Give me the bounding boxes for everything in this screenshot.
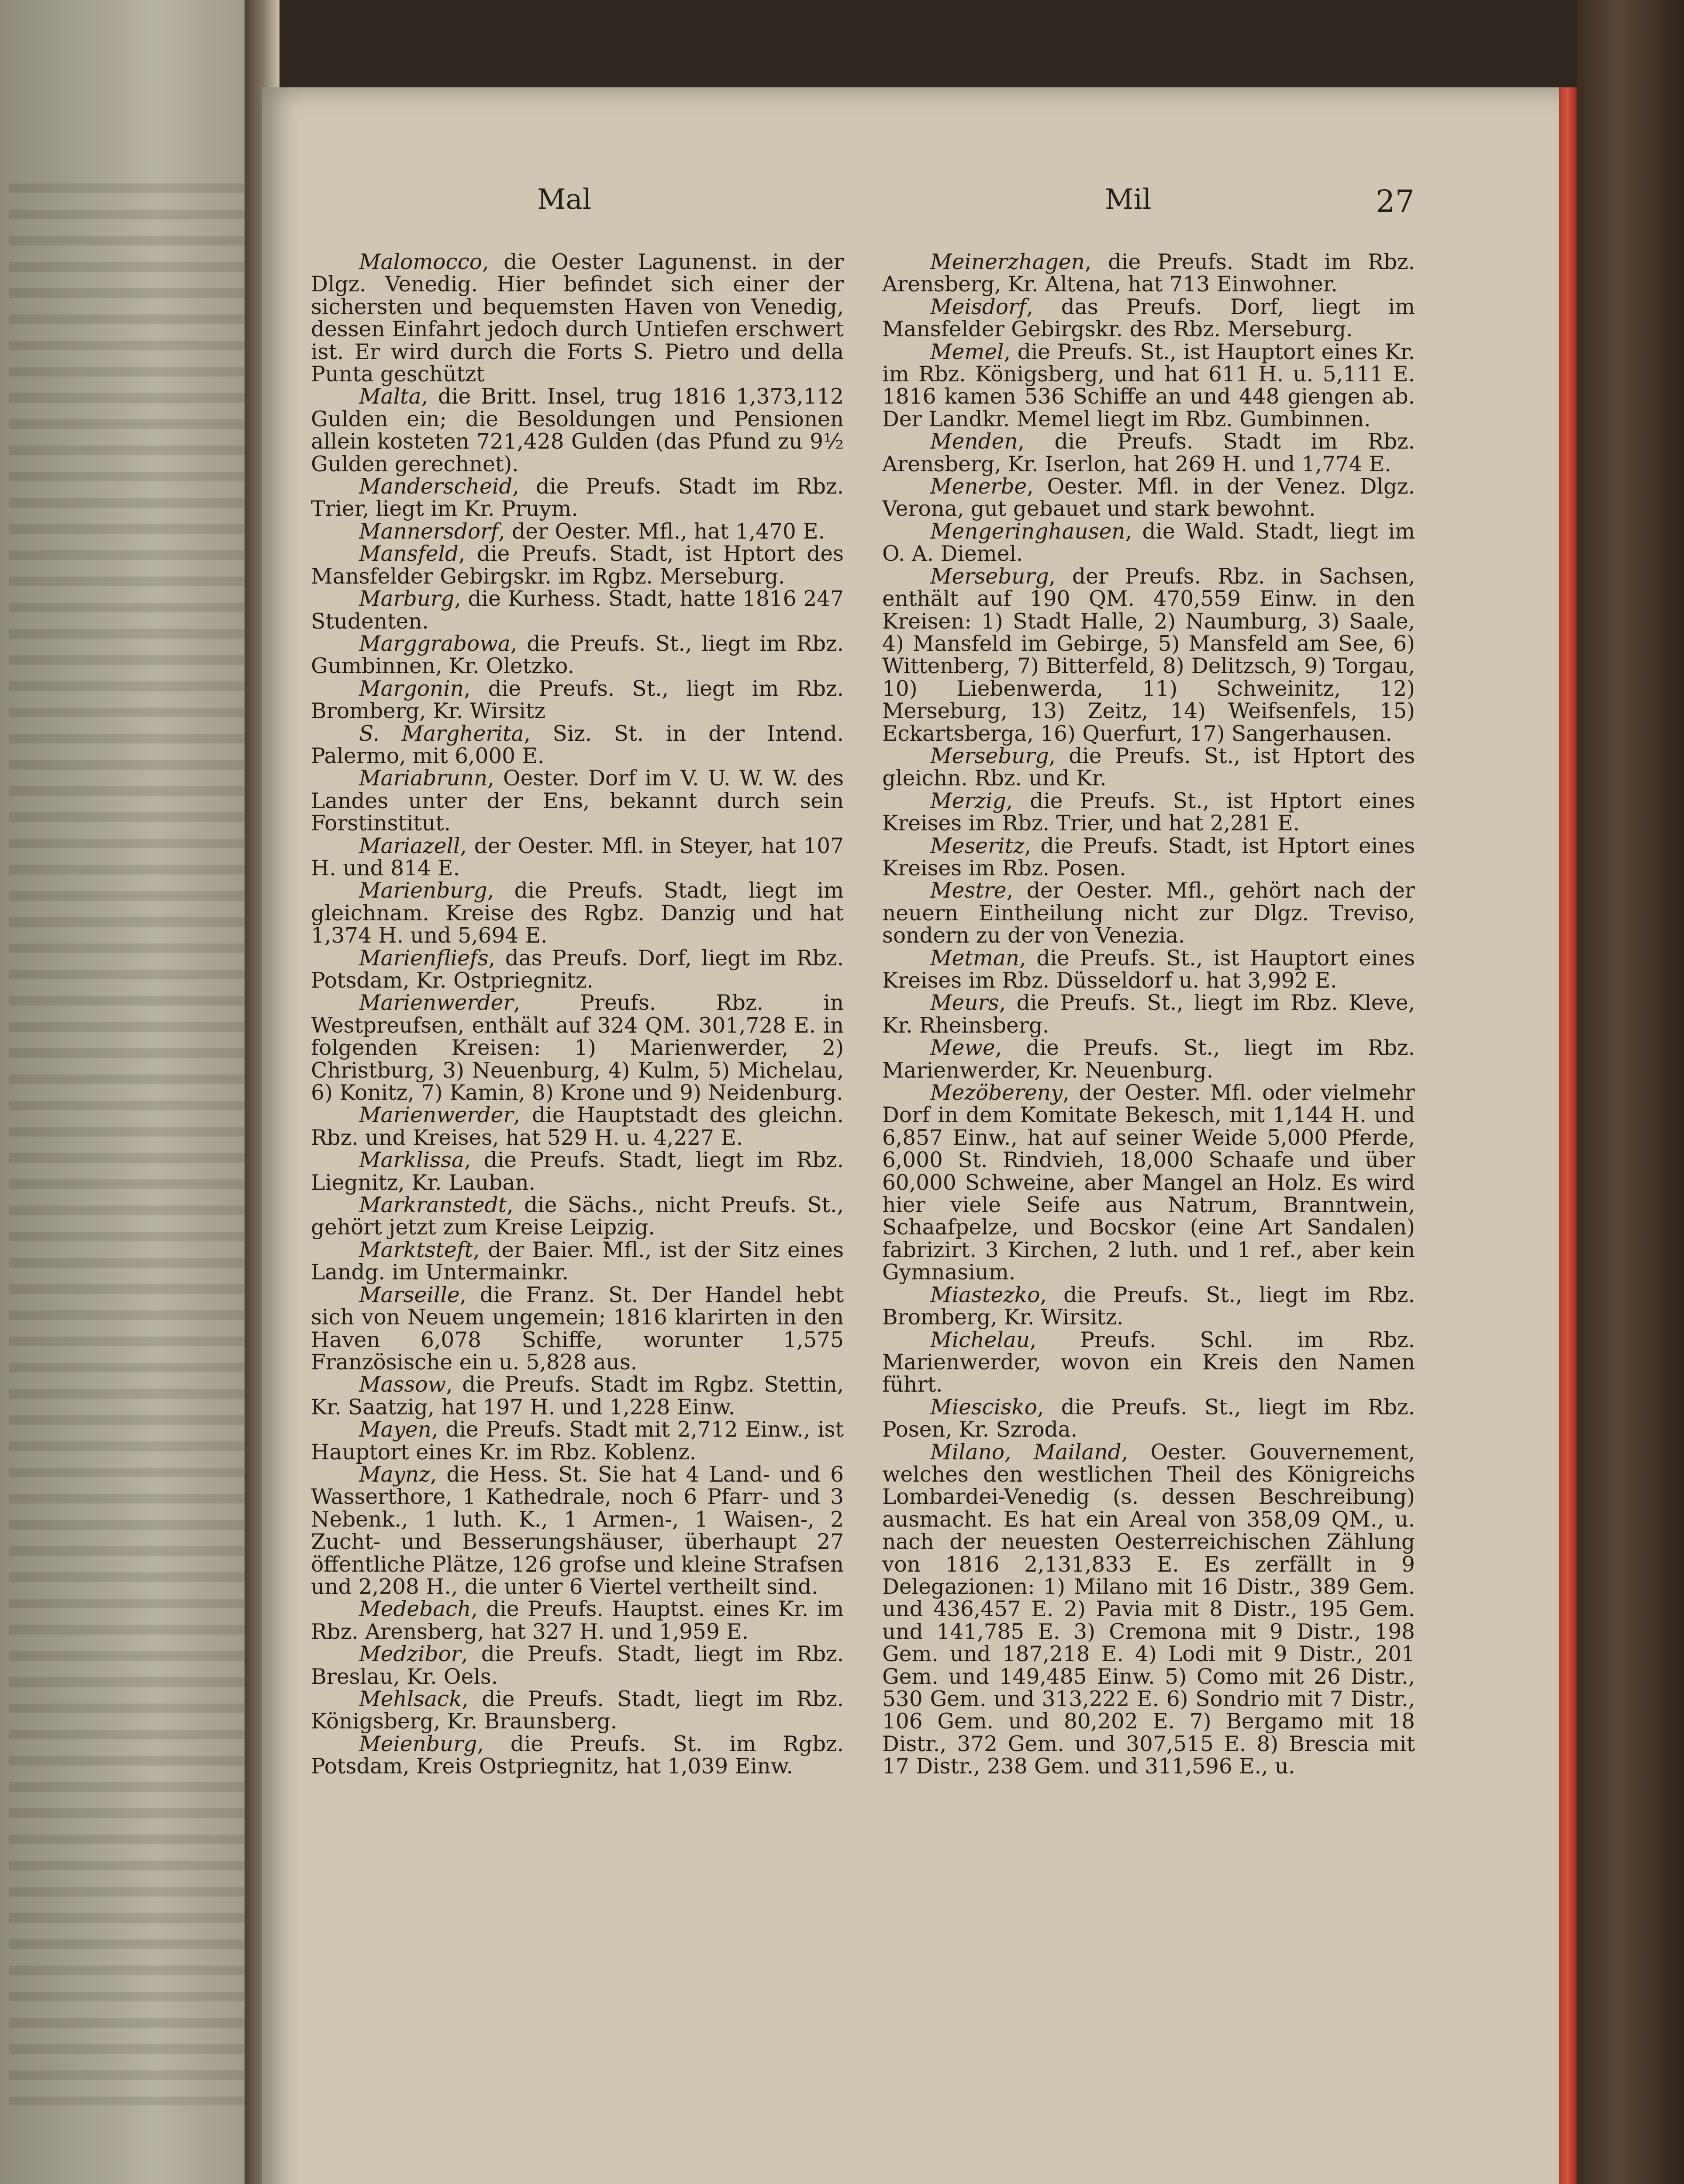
entry-text: , der Baier. Mfl., ist der Sitz eines Landg. im Untermainkr. [311, 1237, 844, 1285]
entry-text: , die Preufs. Stadt, liegt im gleichnam. Kreise des Rgbz. Danzig und hat 1,374 H. und 5,694 E. [311, 878, 844, 948]
entry-text: , der Oester. Mfl., gehört nach der neuern Eintheilung nicht zur Dlgz. Treviso, sondern zu der von Venezia. [882, 878, 1415, 948]
entry-text: , die Preufs. St. im Rgbz. Potsdam, Kreis Ostpriegnitz, hat 1,039 Einw. [311, 1731, 844, 1779]
entry-text: , Preufs. Rbz. in Westpreufsen, enthält auf 324 QM. 301,728 E. in folgenden Kreisen: 1) Marienwerder, 2) Christburg, 3) Neuenburg, 4) Kulm, 5) Michelau, 6) Konitz, 7) Kamin, 8) Krone und 9) Neidenburg. [311, 991, 844, 1106]
dictionary-entry [882, 521, 1415, 566]
entry-text: , die Preufs. St., liegt im Rbz. Gumbinnen, Kr. Oletzko. [311, 631, 844, 679]
dictionary-entry [882, 251, 1415, 296]
entry-term: Mestre [930, 878, 1007, 903]
page-number: 27 [1376, 183, 1415, 219]
entry-term: Metman [930, 946, 1019, 971]
entry-term: Marklissa [359, 1148, 464, 1173]
entry-text: , das Preufs. Dorf, liegt im Mansfelder Gebirgskr. des Rbz. Merseburg. [882, 294, 1415, 342]
dictionary-entry [311, 1374, 844, 1419]
entry-text: , die Preufs. Stadt, ist Hptort eines Kreises im Rbz. Posen. [882, 833, 1415, 881]
entry-text: , das Preufs. Dorf, liegt im Rbz. Potsdam, Kr. Ostpriegnitz. [311, 946, 844, 993]
entry-text: , die Preufs. St., ist Hptort des gleichn. Rbz. und Kr. [882, 743, 1415, 791]
dictionary-entry [311, 1419, 844, 1464]
right-column [882, 251, 1415, 1778]
entry-term: Malta [359, 384, 421, 409]
running-head-left: Mal [537, 183, 592, 216]
entry-text: , die Hauptstadt des gleichn. Rbz. und Kreises, hat 529 H. u. 4,227 E. [311, 1103, 844, 1150]
running-head-right: Mil [1105, 183, 1152, 216]
dictionary-entry [882, 431, 1415, 476]
dictionary-entry [882, 790, 1415, 835]
entry-term: Mehlsack [359, 1687, 462, 1711]
entry-text: , die Preufs. St., ist Hauptort eines Kr. im Rbz. Königsberg, und hat 611 H. u. 5,111 E. 1816 kamen 536 Schiffe an und 448 giengen ab. Der Landkr. Memel liegt im Rbz. Gumbinnen. [882, 339, 1415, 432]
entry-text: , Siz. St. in der Intend. Palermo, mit 6,000 E. [311, 721, 844, 768]
dictionary-entry [882, 1329, 1415, 1396]
entry-term: Medzibor [359, 1642, 461, 1667]
dictionary-entry [311, 1688, 844, 1733]
entry-term: Memel [930, 339, 1004, 364]
dictionary-entry [311, 1104, 844, 1149]
entry-term: Manderscheid [359, 474, 513, 499]
entry-term: Marienwerder [359, 991, 514, 1016]
dictionary-entry [882, 880, 1415, 947]
left-column [311, 251, 844, 1778]
dictionary-entry [311, 543, 844, 588]
entry-text: , die Preufs. Stadt, liegt im Rbz. Königsberg, Kr. Braunsberg. [311, 1687, 844, 1734]
entry-text: , die Preufs. Stadt, liegt im Rbz. Liegnitz, Kr. Lauban. [311, 1148, 844, 1195]
entry-term: Mezöbereny [930, 1081, 1063, 1106]
entry-term: Merseburg [930, 564, 1049, 589]
dictionary-entry [882, 1441, 1415, 1778]
dictionary-entry [311, 947, 844, 992]
dictionary-entry [311, 386, 844, 476]
dictionary-entry [882, 745, 1415, 790]
entry-text: , die Preufs. St., liegt im Rbz. Bromberg, Kr. Wirsitz. [882, 1282, 1415, 1330]
dictionary-entry [311, 678, 844, 723]
entry-term: Milano, Mailand [930, 1440, 1122, 1465]
left-page-fragment [0, 0, 262, 2184]
dictionary-entry [882, 947, 1415, 992]
entry-term: Maynz [359, 1462, 430, 1487]
dictionary-entry [311, 1598, 844, 1643]
dictionary-entry [882, 296, 1415, 341]
entry-term: Marburg [359, 587, 455, 612]
entry-term: Meisdorf [930, 294, 1027, 319]
entry-text: , der Oester. Mfl., hat 1,470 E. [498, 519, 825, 544]
entry-term: S. Margherita [359, 721, 524, 746]
entry-text: , Oester. Gouvernement, welches den westlichen Theil des Königreichs Lombardei-Venedig (s. dessen Beschreibung) ausmacht. Es hat ein Areal von 358,09 QM., u. nach der neuesten Oesterreichischen Zählung von 1816 2,131,833 E. Es zerfällt in 9 Delegazionen: 1) Milano mit 16 Distr., 389 Gem. und 436,457 E. 2) Pavia mit 8 Distr., 195 Gem. und 141,785 E. 3) Cremona mit 9 Distr., 198 Gem. und 187,218 E. 4) Lodi mit 9 Distr., 201 Gem. und 149,485 Einw. 5) Como mit 26 Distr., 530 Gem. und 313,222 E. 6) Sondrio mit 7 Distr., 106 Gem. und 80,202 E. 7) Bergamo mit 18 Distr., 372 Gem. und 307,515 E. 8) Brescia mit 17 Distr., 238 Gem. und 311,596 E., u. [882, 1440, 1415, 1779]
entry-term: Meinerzhagen [930, 250, 1085, 274]
entry-term: Miastezko [930, 1282, 1040, 1307]
left-page-text-bleed [9, 183, 253, 2105]
entry-text: , die Preufs. Stadt, ist Hptort des Mansfelder Gebirgskr. im Rgbz. Merseburg. [311, 542, 844, 589]
entry-text: , die Sächs., nicht Preufs. St., gehört jetzt zum Kreise Leipzig. [311, 1193, 844, 1240]
dictionary-entry [882, 476, 1415, 521]
entry-text: , Preufs. Schl. im Rbz. Marienwerder, wovon ein Kreis den Namen führt. [882, 1327, 1415, 1397]
dictionary-entry [311, 767, 844, 835]
entry-text: , die Preufs. St., liegt im Rbz. Kleve, Kr. Rheinsberg. [882, 991, 1415, 1038]
entry-term: Marggrabowa [359, 631, 511, 656]
dictionary-entry [311, 1194, 844, 1239]
entry-text: , Oester. Dorf im V. U. W. W. des Landes unter der Ens, bekannt durch sein Forstinstitut. [311, 766, 844, 836]
dictionary-entry [311, 476, 844, 521]
entry-text: , die Preufs. Stadt mit 2,712 Einw., ist Hauptort eines Kr. im Rbz. Koblenz. [311, 1417, 844, 1465]
entry-term: Mannersdorf [359, 519, 499, 544]
entry-term: Margonin [359, 676, 464, 701]
entry-text: , die Preufs. Stadt im Rbz. Arensberg, Kr. Altena, hat 713 Einwohner. [882, 250, 1415, 297]
entry-text: , die Kurhess. Stadt, hatte 1816 247 Studenten. [311, 587, 844, 634]
dictionary-entry [311, 723, 844, 768]
entry-term: Medebach [359, 1597, 471, 1622]
entry-term: Meienburg [359, 1731, 477, 1756]
entry-text: , die Preufs. St., ist Hptort eines Kreises im Rbz. Trier, und hat 2,281 E. [882, 788, 1415, 836]
dictionary-entry [311, 588, 844, 633]
dictionary-entry [882, 1082, 1415, 1284]
dictionary-entry [882, 992, 1415, 1037]
dictionary-entry [311, 1733, 844, 1778]
red-page-edge [1559, 87, 1577, 2184]
entry-term: Malomocco [359, 250, 483, 274]
entry-term: Mansfeld [359, 542, 459, 567]
entry-text: , die Preufs. Stadt, liegt im Rbz. Breslau, Kr. Oels. [311, 1642, 844, 1689]
dictionary-entry [882, 835, 1415, 880]
dictionary-entry [882, 566, 1415, 745]
entry-text: , die Franz. St. Der Handel hebt sich von Neuem ungemein; 1816 klarirten in den Haven 6,078 Schiffe, worunter 1,575 Französische ein u. 5,828 aus. [311, 1282, 844, 1375]
entry-term: Mayen [359, 1417, 431, 1442]
entry-term: Markranstedt [359, 1193, 507, 1218]
entry-term: Massow [359, 1372, 446, 1397]
entry-text: , die Britt. Insel, trug 1816 1,373,112 Gulden ein; die Besoldungen und Pensionen allein kosteten 721,428 Gulden (das Pfund zu 9½ Gulden gerechnet). [311, 384, 844, 477]
entry-text: , die Oester Lagunenst. in der Dlgz. Venedig. Hier befindet sich einer der sichersten und bequemsten Haven von Venedig, dessen Einfahrt jedoch durch Untiefen erschwert ist. Er wird durch die Forts S. Pietro und della Punta geschützt [311, 250, 844, 387]
entry-term: Mariabrunn [359, 766, 488, 791]
entry-term: Miescisko [930, 1395, 1037, 1420]
dictionary-entry [311, 880, 844, 947]
entry-text: , die Wald. Stadt, liegt im O. A. Diemel. [882, 519, 1415, 567]
dictionary-entry [311, 633, 844, 678]
entry-term: Marienburg [359, 878, 487, 903]
book-cover [1577, 0, 1684, 2184]
entry-term: Merseburg [930, 743, 1049, 768]
entry-text: , der Preufs. Rbz. in Sachsen, enthält auf 190 QM. 470,559 Einw. in den Kreisen: 1) Stadt Halle, 2) Naumburg, 3) Saale, 4) Mansfeld im Gebirge, 5) Mansfeld am See, 6) Wittenberg, 7) Bitterfeld, 8) Delitzsch, 9) Torgau, 10) Liebenwerda, 11) Schweinitz, 12) Merseburg, 13) Zeitz, 14) Weifsenfels, 15) Eckartsberga, 16) Querfurt, 17) Sangerhausen. [882, 564, 1415, 746]
entry-term: Menerbe [930, 474, 1027, 499]
entry-text: , die Preufs. Stadt im Rgbz. Stettin, Kr. Saatzig, hat 197 H. und 1,228 Einw. [311, 1372, 844, 1420]
entry-term: Meseritz [930, 833, 1025, 858]
entry-text: , die Preufs. St., liegt im Rbz. Marienwerder, Kr. Neuenburg. [882, 1036, 1415, 1083]
dictionary-entry [311, 1284, 844, 1374]
entry-text: , die Preufs. Stadt im Rbz. Arensberg, Kr. Iserlon, hat 269 H. und 1,774 E. [882, 429, 1415, 477]
dictionary-entry [311, 1149, 844, 1194]
dictionary-entry [882, 341, 1415, 431]
entry-term: Marienwerder [359, 1103, 514, 1128]
entry-text: , die Hess. St. Sie hat 4 Land- und 6 Wasserthore, 1 Kathedrale, noch 6 Pfarr- und 3 Nebenk., 1 luth. K., 1 Armen-, 1 Waisen-, 2 Zucht- und Besserungshäuser, überhaupt 27 öffentliche Plätze, 126 grofse und kleine Strafsen und 2,208 H., die unter 6 Viertel vertheilt sind. [311, 1462, 844, 1599]
dictionary-entry [882, 1284, 1415, 1329]
entry-text: , die Preufs. Hauptst. eines Kr. im Rbz. Arensberg, hat 327 H. und 1,959 E. [311, 1597, 844, 1644]
dictionary-entry [311, 835, 844, 880]
entry-text: , Oester. Mfl. in der Venez. Dlgz. Verona, gut gebauet und stark bewohnt. [882, 474, 1415, 522]
dictionary-entry [311, 1464, 844, 1598]
dictionary-entry [311, 521, 844, 543]
dictionary-entry [311, 992, 844, 1104]
dictionary-entry [311, 251, 844, 386]
entry-term: Michelau [930, 1327, 1030, 1352]
entry-term: Mewe [930, 1036, 995, 1061]
dictionary-entry [882, 1396, 1415, 1441]
entry-text: , die Preufs. St., ist Hauptort eines Kreises im Rbz. Düsseldorf u. hat 3,992 E. [882, 946, 1415, 993]
entry-term: Marktsteft [359, 1237, 473, 1262]
entry-text: , der Oester. Mfl. in Steyer, hat 107 H. und 814 E. [311, 833, 844, 881]
dictionary-entry [311, 1643, 844, 1688]
entry-term: Mariazell [359, 833, 460, 858]
dictionary-entry [882, 1037, 1415, 1082]
entry-term: Marienfliefs [359, 946, 489, 971]
dictionary-entry [311, 1239, 844, 1284]
entry-text: , die Preufs. St., liegt im Rbz. Posen, Kr. Szroda. [882, 1395, 1415, 1442]
entry-term: Merzig [930, 788, 1006, 813]
entry-text: , die Preufs. St., liegt im Rbz. Bromberg, Kr. Wirsitz [311, 676, 844, 724]
entry-text: , die Preufs. Stadt im Rbz. Trier, liegt im Kr. Pruym. [311, 474, 844, 522]
entry-text: , der Oester. Mfl. oder vielmehr Dorf in dem Komitate Bekesch, mit 1,144 H. und 6,857 Einw., hat auf seiner Weide 5,000 Pferde, 6,000 St. Rindvieh, 18,000 Schaafe und über 60,000 Schweine, aber Mangel an Holz. Es wird hier viele Seife aus Natrum, Branntwein, Schaafpelze, und Bocskor (eine Art Sandalen) fabrizirt. 3 Kirchen, 2 luth. und 1 ref., aber kein Gymnasium. [882, 1081, 1415, 1285]
entry-term: Menden [930, 429, 1018, 454]
entry-term: Marseille [359, 1282, 460, 1307]
entry-term: Mengeringhausen [930, 519, 1125, 544]
entry-term: Meurs [930, 991, 999, 1016]
